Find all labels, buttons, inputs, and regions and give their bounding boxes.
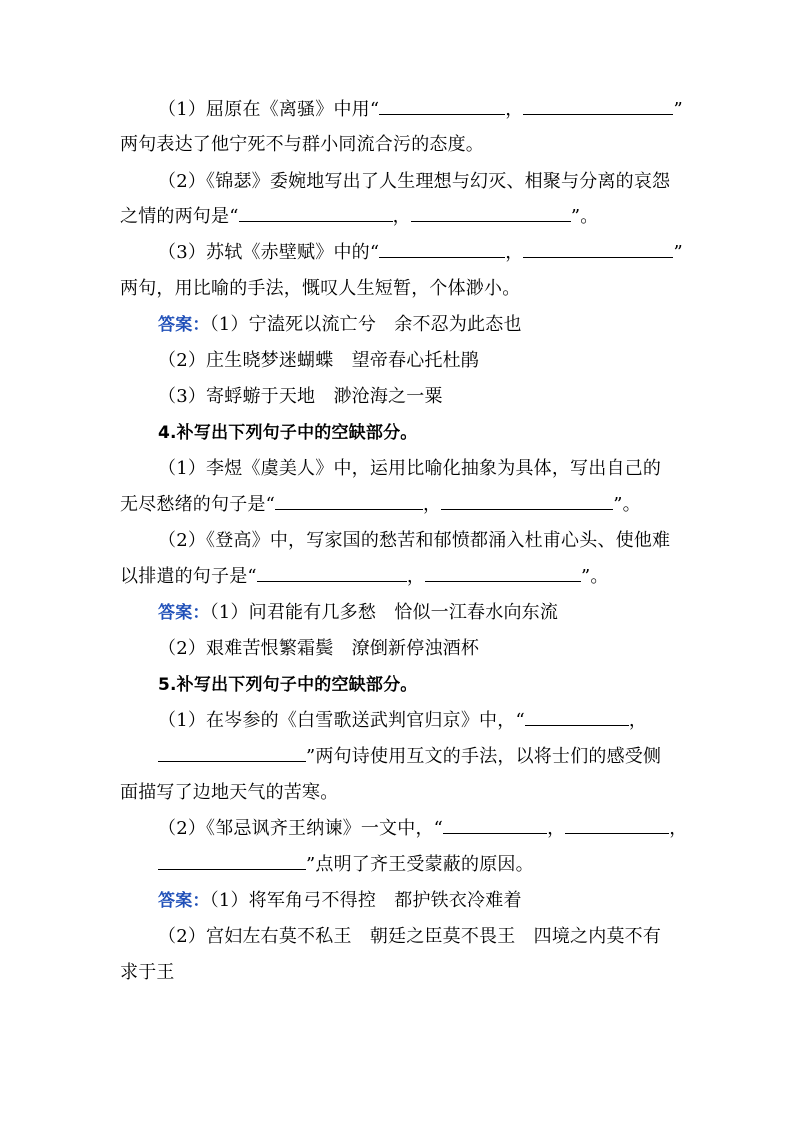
q5-item2-line2: ”点明了齐王受蒙蔽的原因。 [158, 853, 534, 877]
q5-title: 5.补写出下列句子中的空缺部分。 [158, 675, 418, 695]
q3-item2-line2: 之情的两句是“ ， ”。 [120, 206, 599, 227]
blank-field[interactable] [525, 709, 629, 726]
q3-answer-3: （3）寄蜉蝣于天地 渺沧海之一粟 [158, 386, 443, 407]
q3-item1-line2: 两句表达了他宁死不与群小同流合污的态度。 [120, 134, 484, 155]
q3-answer-2: （2）庄生晓梦迷蝴蝶 望帝春心托杜鹃 [158, 350, 480, 371]
q5-item2-line1: （2）《邹忌讽齐王纳谏》一文中，“ ， ， [158, 818, 688, 839]
q3-item1-line1: （1）屈原在《离骚》中用“ ， ” [158, 99, 683, 120]
q5-item1-line3: 面描写了边地天气的苦寒。 [120, 782, 339, 803]
q3-answer-1: 答案：（1）宁溘死以流亡兮 余不忍为此态也 [158, 314, 522, 335]
blank-field[interactable] [158, 745, 306, 762]
q5-answer-1: 答案：（1）将军角弓不得控 都护铁衣冷难着 [158, 890, 522, 911]
blank-field[interactable] [523, 241, 673, 258]
q5-item1-line1: （1）在岑参的《白雪歌送武判官归京》中，“ ， [158, 710, 648, 731]
q4-item2-line2: 以排遣的句子是“ ， ”。 [120, 566, 609, 587]
blank-field[interactable] [411, 205, 571, 222]
blank-field[interactable] [443, 817, 547, 834]
answer-label: 答案： [158, 315, 210, 335]
q4-title: 4.补写出下列句子中的空缺部分。 [158, 423, 418, 443]
blank-field[interactable] [158, 853, 306, 870]
answer-label: 答案： [158, 891, 210, 911]
q3-item3-line1: （3）苏轼《赤壁赋》中的“ ， ” [158, 242, 683, 263]
blank-field[interactable] [441, 493, 613, 510]
q4-item1-line1: （1）李煜《虞美人》中，运用比喻化抽象为具体，写出自己的 [158, 458, 662, 479]
q5-answer-2: （2）宫妇左右莫不私王 朝廷之臣莫不畏王 四境之内莫不有 [158, 926, 662, 947]
q4-answer-2: （2）艰难苦恨繁霜鬓 潦倒新停浊酒杯 [158, 638, 480, 659]
q4-item2-line1: （2）《登高》中，写家国的愁苦和郁愤都涌入杜甫心头、使他难 [158, 530, 671, 551]
q3-item2-line1: （2）《锦瑟》委婉地写出了人生理想与幻灭、相聚与分离的哀怨 [158, 171, 671, 192]
q3-item3-line2: 两句，用比喻的手法，慨叹人生短暂，个体渺小。 [120, 278, 521, 299]
blank-field[interactable] [275, 493, 423, 510]
q5-answer-2-cont: 求于王 [120, 962, 175, 983]
blank-field[interactable] [425, 565, 581, 582]
answer-label: 答案： [158, 603, 210, 623]
blank-field[interactable] [565, 817, 669, 834]
q5-item1-line2: ”两句诗使用互文的手法，以将士们的感受侧 [158, 745, 661, 769]
blank-field[interactable] [257, 565, 407, 582]
q4-item1-line2: 无尽愁绪的句子是“ ， ”。 [120, 494, 641, 515]
blank-field[interactable] [523, 98, 673, 115]
q4-answer-1: 答案：（1）问君能有几多愁 恰似一江春水向东流 [158, 602, 559, 623]
blank-field[interactable] [379, 98, 505, 115]
blank-field[interactable] [239, 205, 393, 222]
blank-field[interactable] [379, 241, 505, 258]
